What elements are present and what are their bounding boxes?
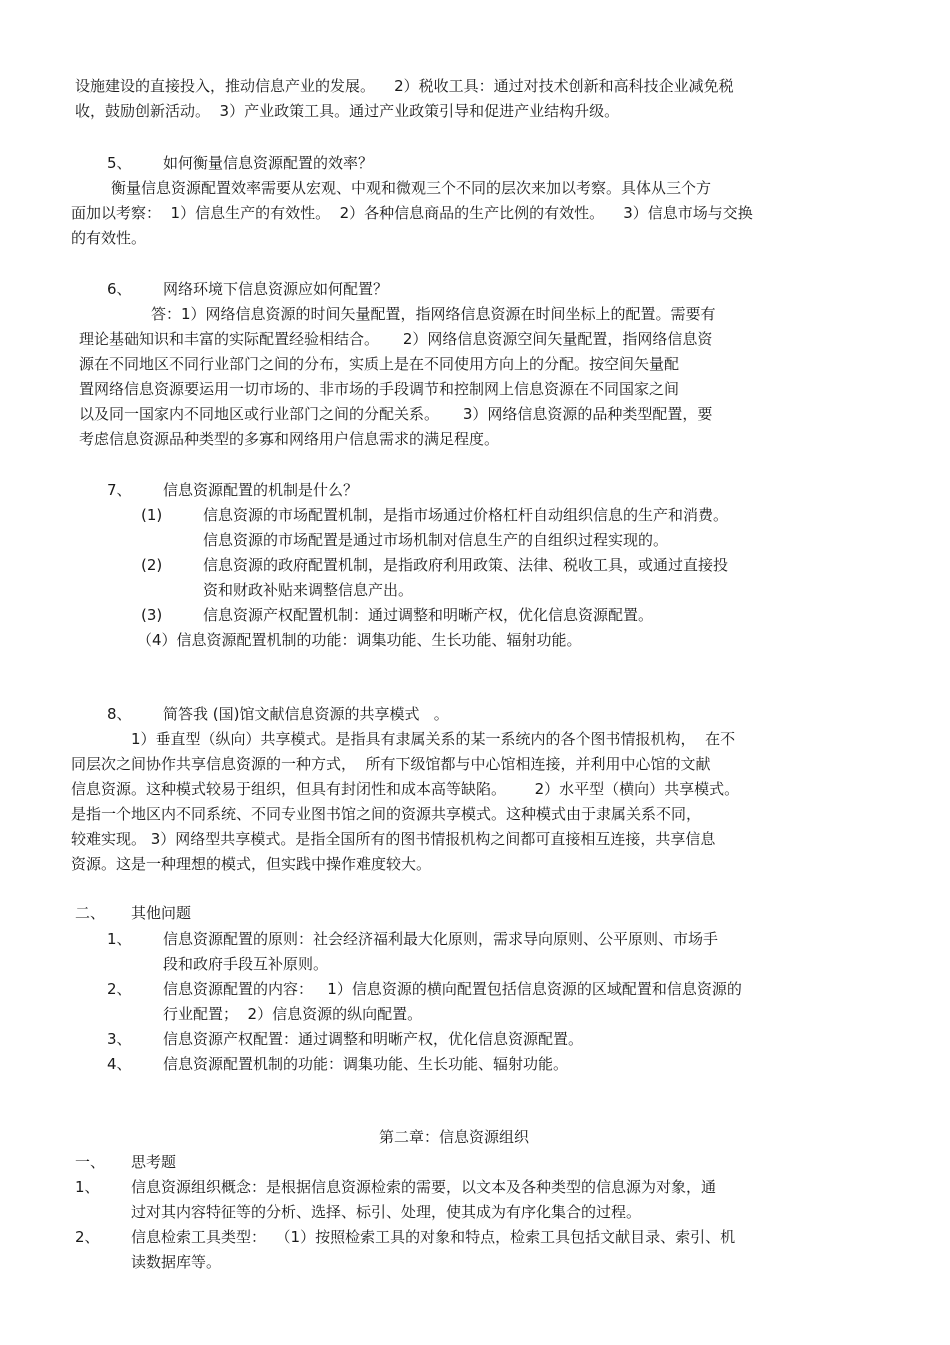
list-item-line: 信息资源产权配置机制：通过调整和明晰产权，优化信息资源配置。 [203,606,654,624]
question-number: 7、 [107,481,132,499]
list-item-line: 信息资源的政府配置机制，是指政府利用政策、法律、税收工具，或通过直接投 [203,556,729,574]
section-title: 其他问题 [131,904,192,922]
item-line: 段和政府手段互补原则。 [163,955,329,973]
item-line: 信息检索工具类型： （1）按照检索工具的对象和特点，检索工具包括文献目录、索引、机 [131,1228,736,1246]
answer-line: 信息资源。这种模式较易于组织，但具有封闭性和成本高等缺陷。 2）水平型（横向）共享模式。 [71,780,740,798]
item-line: 信息资源配置的内容： 1）信息资源的横向配置包括信息资源的区域配置和信息资源的 [163,980,742,998]
item-line: 信息资源产权配置：通过调整和明晰产权，优化信息资源配置。 [163,1030,584,1048]
question-title: 如何衡量信息资源配置的效率？ [163,154,374,172]
list-item-line: 信息资源的市场配置机制，是指市场通过价格杠杆自动组织信息的生产和消费。 [203,506,729,524]
item-line: 信息资源组织概念：是根据信息资源检索的需要，以文本及各种类型的信息源为对象，通 [131,1178,717,1196]
answer-line: 资源。这是一种理想的模式，但实践中操作难度较大。 [71,855,432,873]
answer-line: 置网络信息资源要运用一切市场的、非市场的手段调节和控制网上信息资源在不同国家之间 [79,380,680,398]
list-item-line: （4）信息资源配置机制的功能：调集功能、生长功能、辐射功能。 [137,631,582,649]
answer-line: 同层次之间协作共享信息资源的一种方式， 所有下级馆都与中心馆相连接，并利用中心馆的文献 [71,755,711,773]
section-number: 一、 [75,1153,106,1171]
item-number: 1、 [107,930,132,948]
chapter-title: 第二章：信息资源组织 [379,1128,530,1146]
question-number: 6、 [107,280,132,298]
section-number: 二、 [75,904,106,922]
item-line: 信息资源配置的原则：社会经济福利最大化原则，需求导向原则、公平原则、市场手 [163,930,719,948]
list-item-line: 信息资源的市场配置是通过市场机制对信息生产的自组织过程实现的。 [203,531,669,549]
answer-line: 的有效性。 [71,229,147,247]
item-number: 2、 [75,1228,100,1246]
question-number: 5、 [107,154,132,172]
item-line: 行业配置； 2）信息资源的纵向配置。 [163,1005,423,1023]
answer-line: 源在不同地区不同行业部门之间的分布，实质上是在不同使用方向上的分配。按空间矢量配 [79,355,680,373]
item-line: 读数据库等。 [131,1253,222,1271]
answer-line: 是指一个地区内不同系统、不同专业图书馆之间的资源共享模式。这种模式由于隶属关系不同， [71,805,702,823]
question-title: 网络环境下信息资源应如何配置？ [163,280,389,298]
section-title: 思考题 [131,1153,177,1171]
list-marker: (1) [141,506,163,524]
answer-line: 较难实现。 3）网络型共享模式。是指全国所有的图书情报机构之间都可直接相互连接，共享信息 [71,830,716,848]
item-number: 4、 [107,1055,132,1073]
paragraph-line: 收，鼓励创新活动。 3）产业政策工具。通过产业政策引导和促进产业结构升级。 [75,102,620,120]
answer-line: 理论基础知识和丰富的实际配置经验相结合。 2）网络信息资源空间矢量配置，指网络信息资 [79,330,713,348]
answer-line: 面加以考察： 1）信息生产的有效性。 2）各种信息商品的生产比例的有效性。 3）信息市场与交换 [71,204,753,222]
item-number: 2、 [107,980,132,998]
item-line: 信息资源配置机制的功能：调集功能、生长功能、辐射功能。 [163,1055,569,1073]
list-item-line: 资和财政补贴来调整信息产出。 [203,581,414,599]
answer-line: 考虑信息资源品种类型的多寡和网络用户信息需求的满足程度。 [79,430,500,448]
question-number: 8、 [107,705,132,723]
paragraph-line: 设施建设的直接投入，推动信息产业的发展。 2）税收工具：通过对技术创新和高科技企业减免税 [75,77,734,95]
answer-line: 答：1）网络信息资源的时间矢量配置，指网络信息资源在时间坐标上的配置。需要有 [151,305,716,323]
list-marker: (3) [141,606,163,624]
list-marker: (2) [141,556,163,574]
item-line: 过对其内容特征等的分析、选择、标引、处理，使其成为有序化集合的过程。 [131,1203,642,1221]
answer-line: 1）垂直型（纵向）共享模式。是指具有隶属关系的某一系统内的各个图书情报机构， 在不 [131,730,736,748]
answer-line: 衡量信息资源配置效率需要从宏观、中观和微观三个不同的层次来加以考察。具体从三个方 [111,179,712,197]
item-number: 1、 [75,1178,100,1196]
question-title: 信息资源配置的机制是什么？ [163,481,359,499]
answer-line: 以及同一国家内不同地区或行业部门之间的分配关系。 3）网络信息资源的品种类型配置，要 [79,405,713,423]
item-number: 3、 [107,1030,132,1048]
question-title: 简答我 (国)馆文献信息资源的共享模式 。 [163,705,449,723]
